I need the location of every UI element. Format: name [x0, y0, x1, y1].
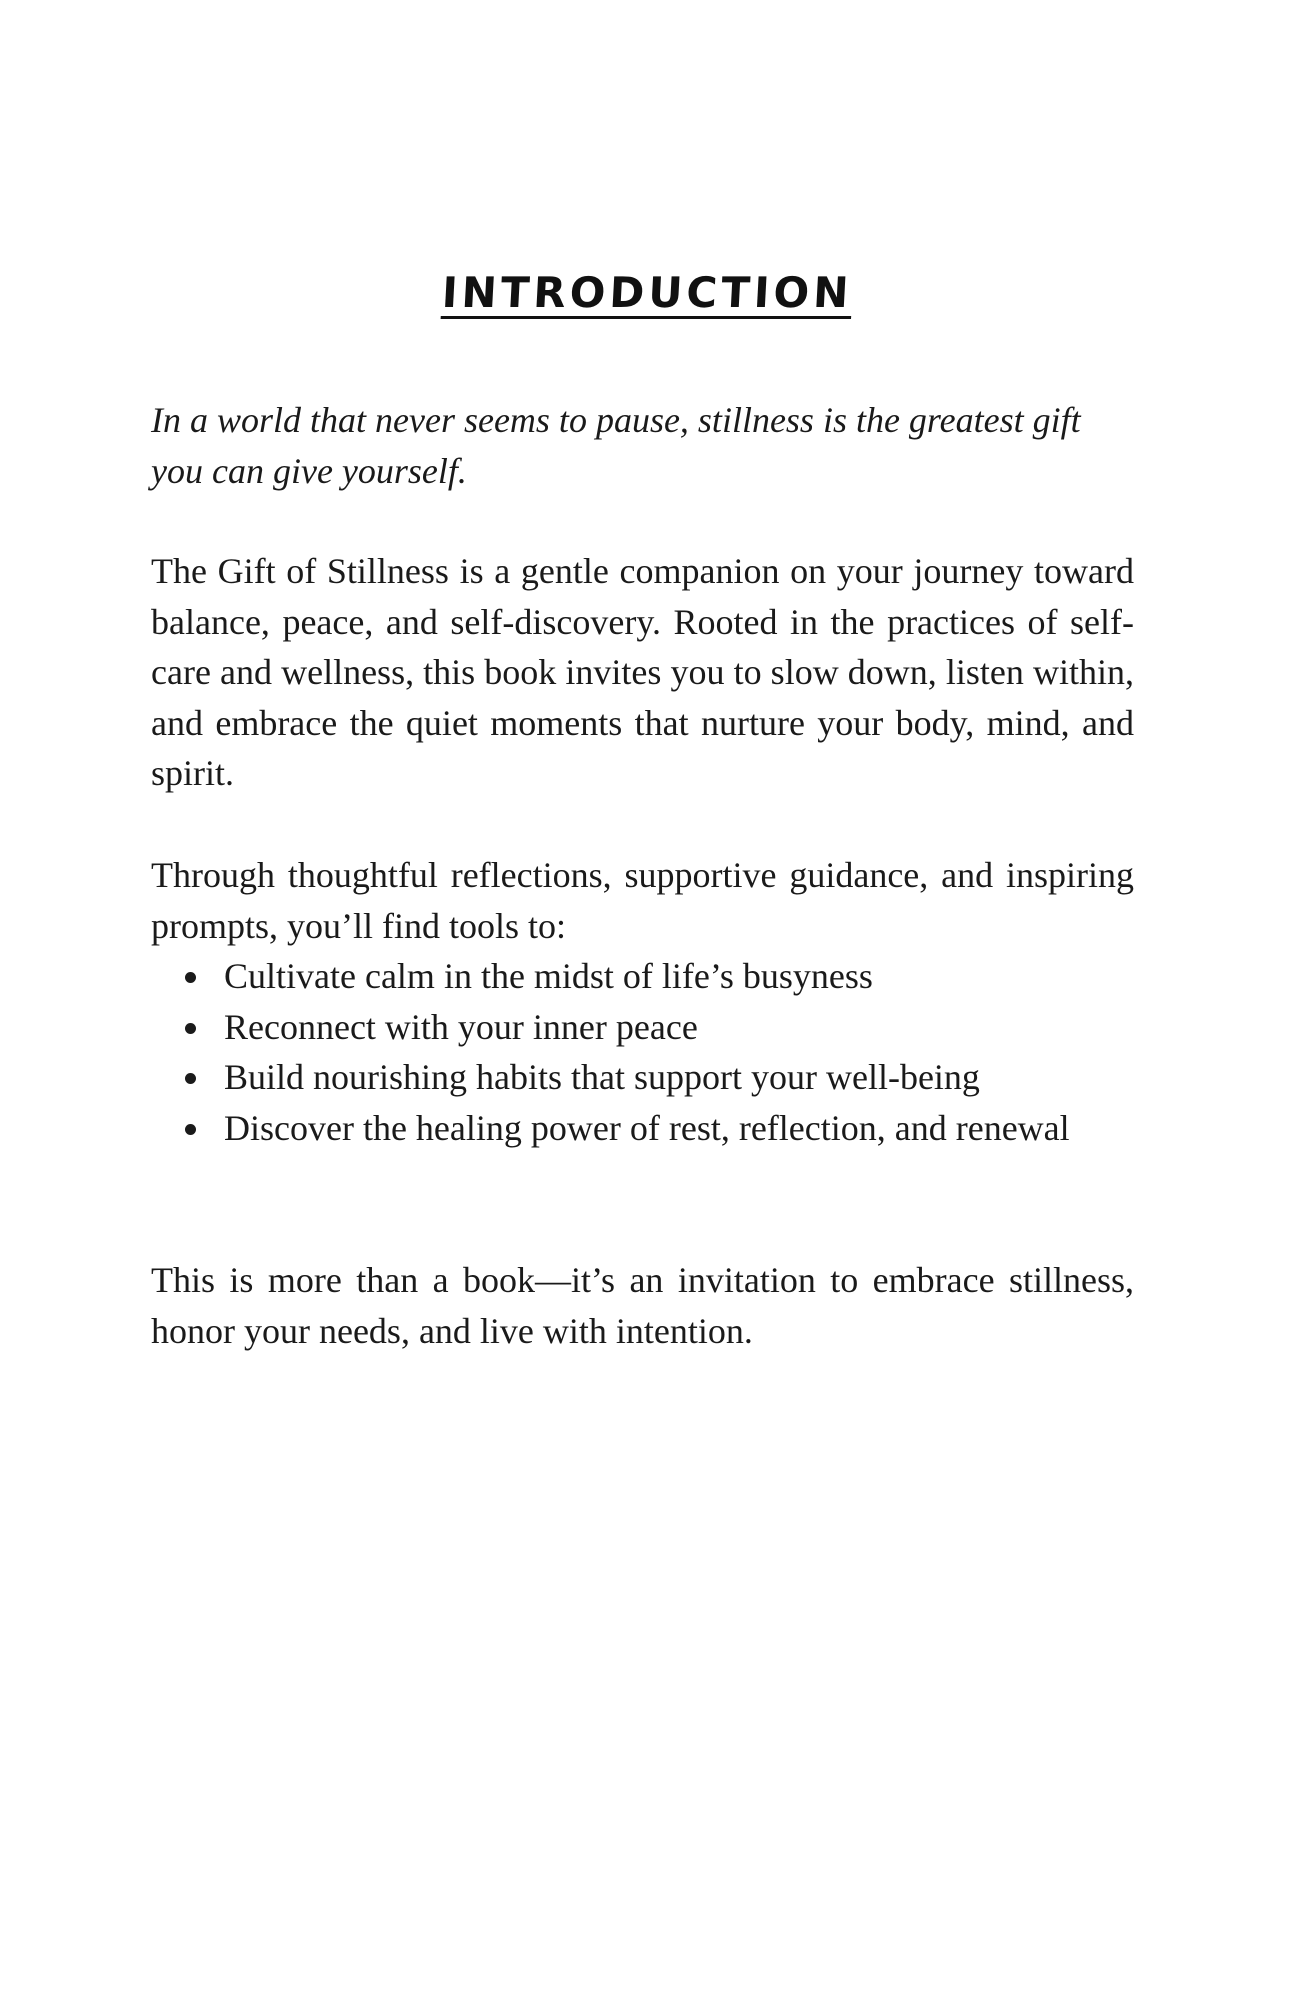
bullet-item-text: Cultivate calm in the midst of life’s busyness — [224, 956, 873, 996]
intro-quote: In a world that never seems to pause, stillness is the greatest gift you can give yourself. — [151, 400, 1081, 491]
chapter-title — [0, 268, 1294, 317]
tools-bullet-list — [151, 951, 1134, 1153]
paragraph-closing: This is more than a book—it’s an invitation to embrace stillness, honor your needs, and live with intention. — [151, 1260, 1134, 1351]
bullet-item — [151, 1052, 1134, 1103]
bullet-item — [151, 1103, 1134, 1154]
bullet-item-text: Reconnect with your inner peace — [224, 1006, 698, 1047]
bullet-dot-icon — [185, 1073, 196, 1084]
bullet-dot-icon — [185, 1124, 196, 1135]
bullet-dot-icon — [185, 972, 196, 983]
chapter-title-text: INTRODUCTION — [440, 268, 854, 317]
bullet-item-text: Build nourishing habits that support your well-being — [224, 1057, 980, 1097]
bullet-item — [151, 1002, 1134, 1053]
bullet-item — [151, 951, 1134, 1002]
bullet-dot-icon — [185, 1023, 196, 1034]
bullet-item-text: Discover the healing power of rest, reflection, and renewal — [224, 1107, 1070, 1148]
paragraph-tools-intro: Through thoughtful reflections, supportive guidance, and inspiring prompts, you’ll find tools to: — [151, 855, 1134, 946]
paragraph-book-description: The Gift of Stillness is a gentle companion on your journey toward balance, peace, and self-discovery. Rooted in the practices of self-care and wellness, this book invites you to slow down, listen within, and embrace the quiet moments that nurture your body, mind, and spirit. — [151, 551, 1134, 793]
